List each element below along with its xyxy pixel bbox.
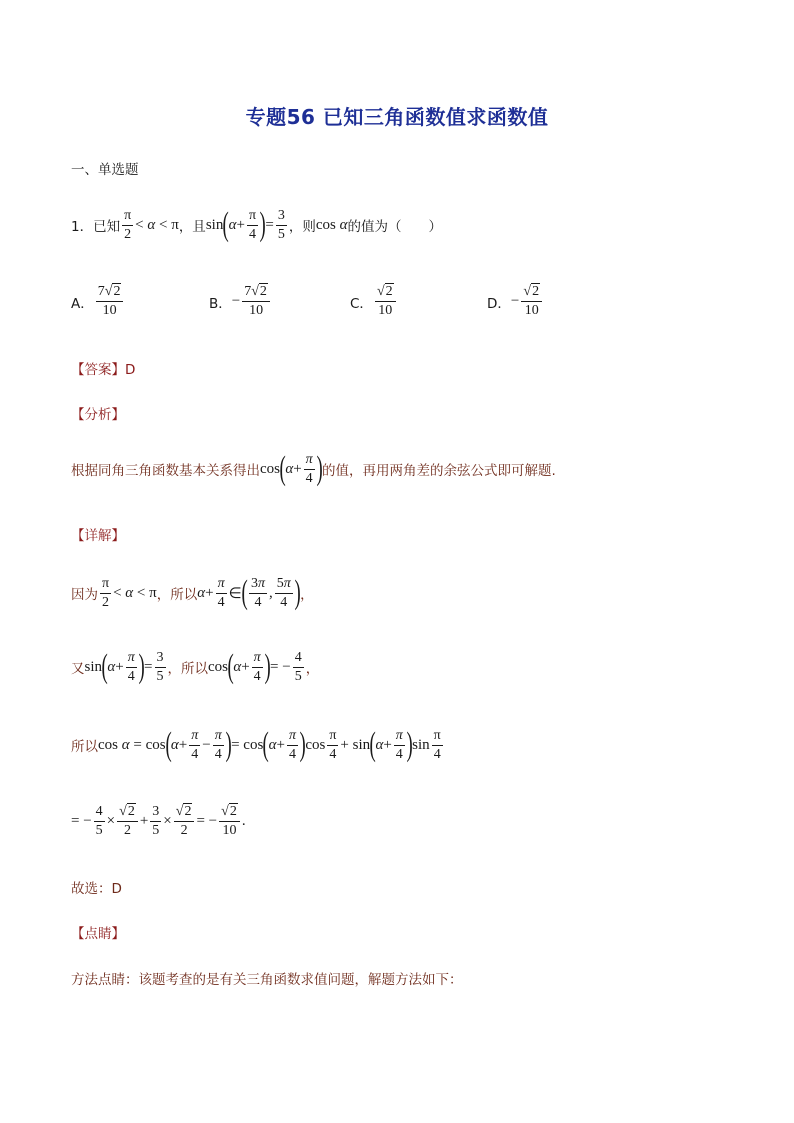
comment-text: 方法点睛：该题考查的是有关三角函数求值问题，解题方法如下：	[71, 972, 463, 988]
detail-tag: 【详解】	[71, 528, 125, 544]
detail-line-1: 因为 $\frac{\pi}{2}$ < α < π ，所以 α + $\frac{\pi}{4}$ ∈ ( $\frac{3\pi}{4}$ , $\frac{5\pi}{4}$ ) ，	[71, 574, 314, 611]
option-c: C． $\frac{√2}{10}$	[350, 285, 398, 318]
answer-tag: 【答案】D	[71, 362, 136, 378]
analysis-tag: 【分析】	[71, 407, 125, 423]
question-mid1: ，且	[178, 219, 206, 235]
comment-tag: 【点睛】	[71, 926, 125, 942]
section-heading: 一、单选题	[71, 162, 139, 178]
page-title: 专题56 已知三角函数值求函数值	[245, 105, 549, 129]
option-d: D． − $\frac{√2}{10}$	[487, 285, 544, 318]
analysis-text: 根据同角三角函数基本关系得出 cos ( α + $\frac{\pi}{4}$ ) 的值，再用两角差的余弦公式即可解题.	[71, 450, 556, 487]
question-prefix: 1．已知	[71, 219, 121, 235]
conclusion: 故选：D	[71, 881, 122, 897]
question-suffix: 的值为（ ）	[347, 219, 442, 235]
question-1: 1．已知 $\frac{\pi}{2}$ < α < π ，且 sin ( α + $\frac{\pi}{4}$ ) = $\frac{3}{5}$ ，则 cos α 的值为（ ）	[71, 206, 442, 243]
question-mid2: ，则	[288, 219, 316, 235]
option-a: A． $\frac{7√2}{10}$	[71, 285, 125, 318]
option-b: B． − $\frac{7√2}{10}$	[209, 285, 272, 318]
detail-line-4: = − $\frac{4}{5}$ × $\frac{√2}{2}$ + $\frac{3}{5}$ × $\frac{√2}{2}$ = − $\frac{√2}{10}$ .	[71, 804, 246, 838]
detail-line-3: 所以 cos α = cos ( α + $\frac{\pi}{4}$ − $\frac{\pi}{4}$ ) = cos ( α + $\frac{\pi}{4}$ ) cos $\frac{\pi}{4}$ + sin ( α + $\frac{\pi}{4}$ ) sin $\frac{\pi}{4}$	[71, 726, 441, 763]
detail-line-2: 又 sin ( α + $\frac{\pi}{4}$ ) = $\frac{3}{5}$ ，所以 cos ( α + $\frac{\pi}{4}$ ) = − $\frac{4}{5}$ ，	[71, 648, 320, 685]
